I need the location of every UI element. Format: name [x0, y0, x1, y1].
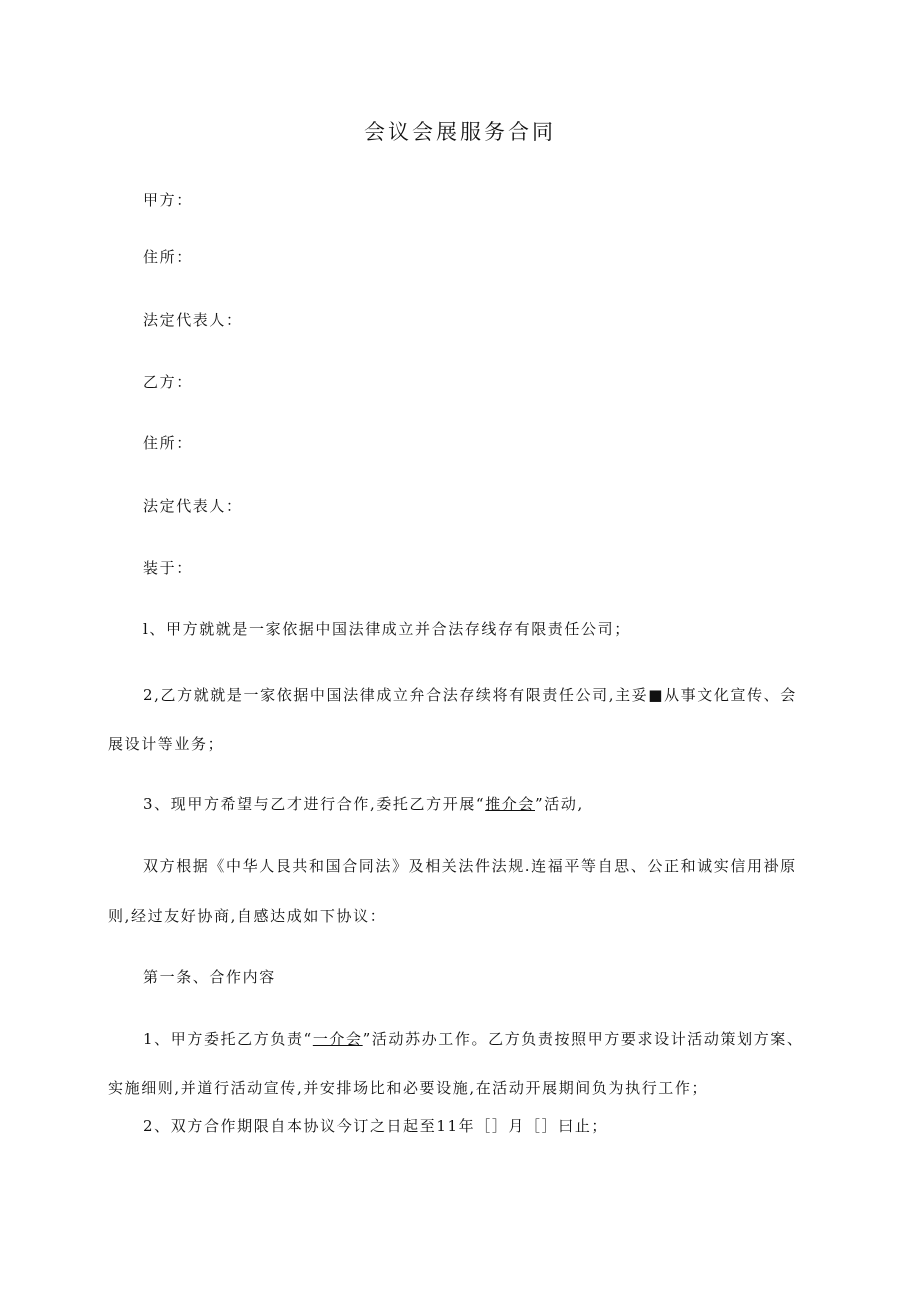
- clause-1-line-1: [143, 1028, 804, 1049]
- recital-3-suffix: ”活动,: [535, 795, 584, 813]
- page-title: 会议会展服务合同: [364, 120, 556, 144]
- clause-2: 2、双方合作期限自本协议今订之日起至11年［］月［］曰止；: [143, 1117, 609, 1135]
- party-b-label: 乙方：: [143, 373, 193, 391]
- recital-3-event-name: 推介会: [485, 795, 535, 813]
- party-b-representative: 法定代表人：: [143, 497, 243, 515]
- article-1-heading: 第一条、合作内容: [143, 968, 276, 986]
- recital-2-suffix: 从事文化宣传、会: [664, 686, 797, 704]
- clause-1-suffix: ”活动苏办工作。乙方负责按照甲方要求设计活动策划方案、: [362, 1030, 804, 1048]
- party-a-address: 住所：: [143, 248, 193, 266]
- recital-3-prefix: 3、现甲方希望与乙才进行合作,委托乙方开展“: [143, 795, 486, 813]
- recital-2-prefix: 2,乙方就就是一家依据中国法律成立弁合法存续将有限责任公司,主妥: [143, 686, 649, 704]
- clause-1-line-2: 实施细则,并道行活动宣传,并安排场比和必要设施,在活动开展期间负为执行工作；: [108, 1079, 709, 1097]
- party-a-label: 甲方：: [143, 191, 193, 209]
- whereas-label: 装于：: [143, 559, 193, 577]
- clause-1-event-name: 一介会: [312, 1030, 363, 1048]
- recital-2-line-2: 展设计等业务；: [108, 735, 225, 753]
- agreement-line-1: 双方根据《中华人艮共和国合同法》及相关法件法规.连福平等自思、公正和诚实信用褂原: [143, 857, 797, 875]
- recital-2-line-1: [143, 684, 797, 705]
- party-b-address: 住所：: [143, 434, 193, 452]
- clause-1-prefix: 1、甲方委托乙方负责“: [143, 1030, 313, 1048]
- redaction-square-icon: ■: [648, 686, 665, 704]
- recital-3: [143, 793, 584, 814]
- recital-1: l、甲方就就是一家依据中国法律成立并合法存线存有限责任公司；: [143, 620, 631, 638]
- agreement-line-2: 则,经过友好协商,自感达成如下协议：: [108, 907, 387, 925]
- party-a-representative: 法定代表人：: [143, 311, 243, 329]
